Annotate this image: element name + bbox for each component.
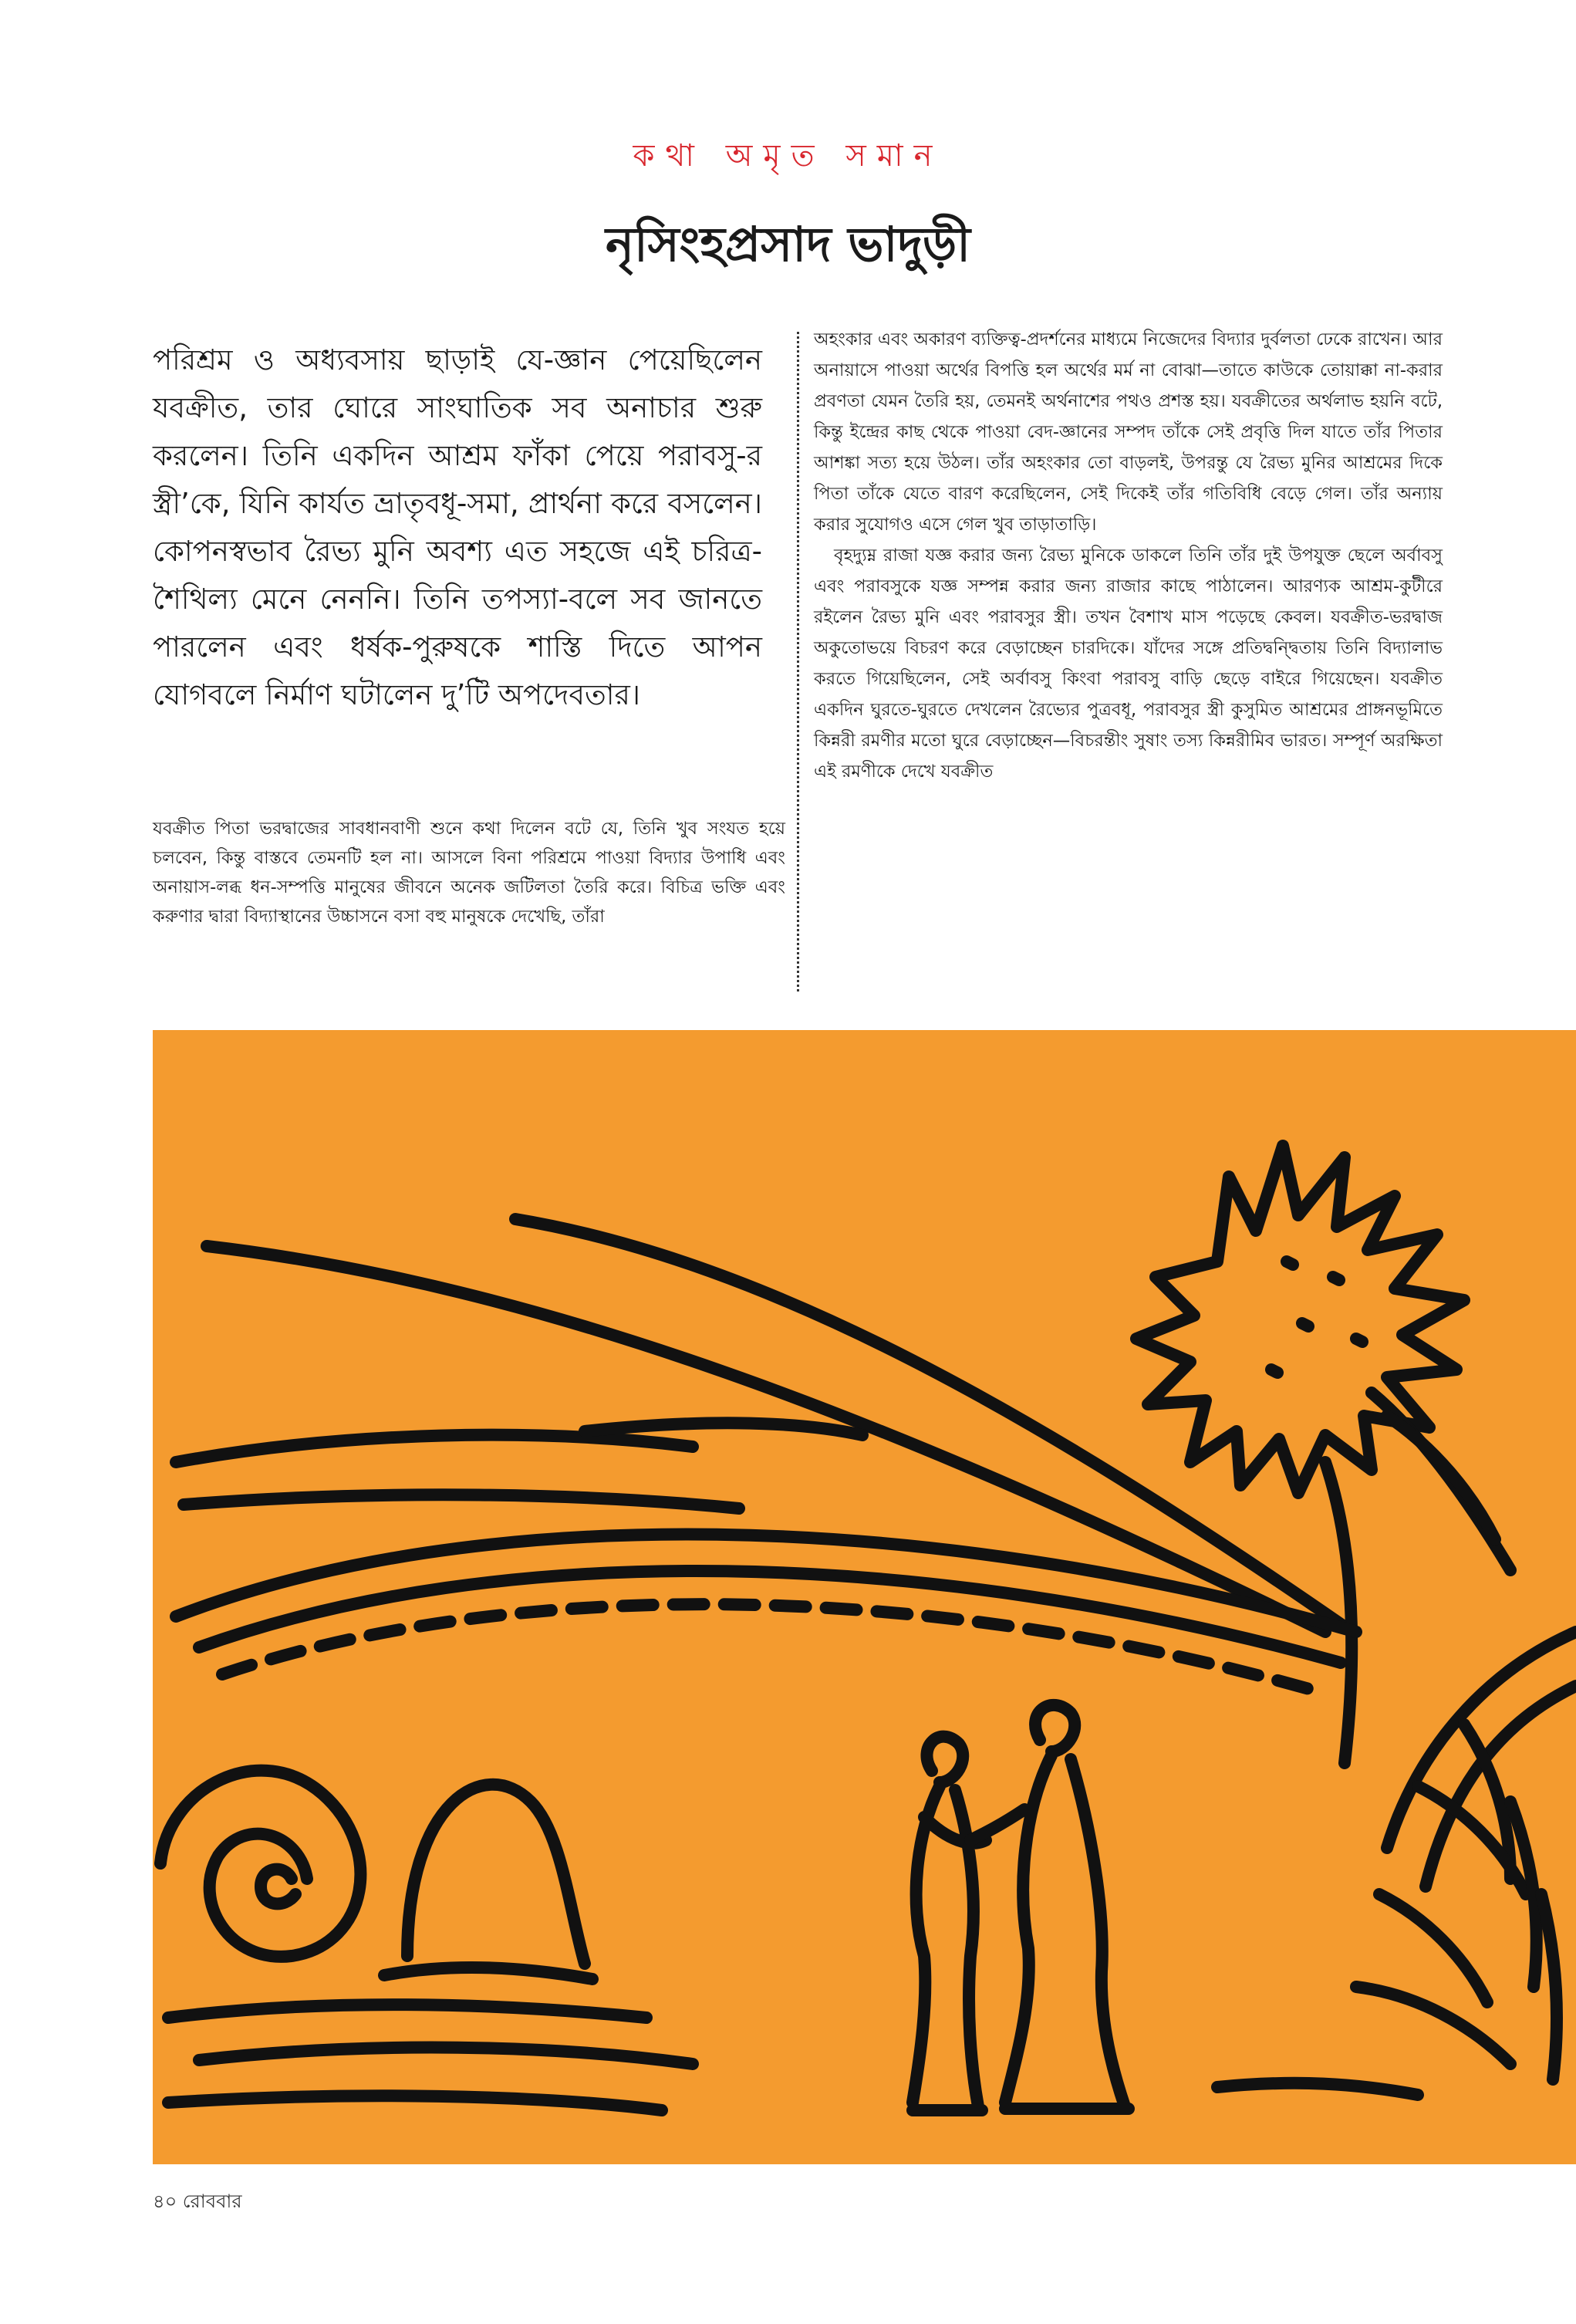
swirl-inner <box>261 1870 295 1904</box>
water-line <box>168 2005 646 2018</box>
swirl <box>160 1771 360 1957</box>
body-paragraph: অহংকার এবং অকারণ ব্যক্তিত্ব-প্রদর্শনের মাধ্যমে নিজেদের বিদ্যার দুর্বলতা ঢেকে রাখেন। আর অনায়াসে পাওয়া অর্থের বিপত্তি হল অর্থের মর্ম না বোঝা—তাতে কাউকে তোয়াক্কা না-করার প্রবণতা যেমন তৈরি হয়, তেমনই অর্থনাশের পথও প্রশস্ত হয়। যবক্রীতের অর্থলাভ হয়নি বটে, কিন্তু ইন্দ্রের কাছ থেকে পাওয়া বেদ-জ্ঞানের সম্পদ তাঁকে সেই প্রবৃত্তি দিল যাতে তাঁর পিতার আশঙ্কা সত্য হয়ে উঠল। তাঁর অহংকার তো বাড়লই, উপরন্তু যে রৈভ্য মুনির আশ্রমের দিকে পিতা তাঁকে যেতে বারণ করেছিলেন, সেই দিকেই তাঁর গতিবিধি বেড়ে গেল। তাঁর অন্যায় করার সুযোগও এসে গেল খুব তাড়াতাড়ি। <box>814 329 1443 535</box>
grass-line <box>1217 2083 1418 2095</box>
tree-branch <box>1387 1416 1495 1539</box>
illustration-drawing <box>153 1030 1576 2164</box>
foliage <box>1541 1894 1557 2079</box>
intro-paragraph: পরিশ্রম ও অধ্যবসায় ছাড়াই যে-জ্ঞান পেয়েছিলেন যবক্রীত, তার ঘোরে সাংঘাতিক সব অনাচার শুরু করলেন। তিনি একদিন আশ্রম ফাঁকা পেয়ে পরাবসু-র স্ত্রী’কে, যিনি কার্যত ভ্রাতৃবধূ-সমা, প্রার্থনা করে বসলেন। কোপনস্বভাব রৈভ্য মুনি অবশ্য এত সহজে এই চরিত্র-শৈথিল্য মেনে নেননি। তিনি তপস্যা-বলে সব জানতে পারলেন এবং ধর্ষক-পুরুষকে শাস্তি দিতে আপন যোগবলে নির্মাণ ঘটালেন দু’টি অপদেবতার। <box>153 343 762 711</box>
body-right-column <box>814 324 1443 787</box>
column-divider <box>797 332 799 991</box>
sun-dot <box>1271 1370 1277 1373</box>
horizon-line <box>176 1435 693 1462</box>
figure-right <box>970 1705 1129 2109</box>
body-left-column: যবক্রীত পিতা ভরদ্বাজের সাবধানবাণী শুনে কথা দিলেন বটে যে, তিনি খুব সংযত হয়ে চলবেন, কিন্তু বাস্তবে তেমনটি হল না। আসলে বিনা পরিশ্রমে পাওয়া বিদ্যার উপাধি এবং অনায়াস-লব্ধ ধন-সম্পত্তি মানুষের জীবনে অনেক জটিলতা তৈরি করে। বিচিত্র ভক্তি এবং করুণার দ্বারা বিদ্যাস্থানের উচ্চাসনে বসা বহু মানুষকে দেখেছি, তাঁরা <box>153 819 785 927</box>
water-line <box>168 2096 662 2110</box>
horizon-line <box>184 1495 739 1508</box>
sun-dot <box>1287 1262 1293 1265</box>
page-folio: ৪০ রোববার <box>153 2191 242 2212</box>
body-paragraph: বৃহদ্যুম্ন রাজা যজ্ঞ করার জন্য রৈভ্য মুনিকে ডাকলে তিনি তাঁর দুই উপযুক্ত ছেলে অর্বাবসু এবং পরাবসুকে যজ্ঞ সম্পন্ন করার জন্য রাজার কাছে পাঠালেন। আরণ্যক আশ্রম-কুটীরে রইলেন রৈভ্য মুনি এবং পরাবসুর স্ত্রী। তখন বৈশাখ মাস পড়েছে কেবল। যবক্রীত-ভরদ্বাজ অকুতোভয়ে বিচরণ করে বেড়াচ্ছেন চারদিকে। যাঁদের সঙ্গে প্রতিদ্বন্দ্বিতায় তিনি বিদ্যালাভ করতে গিয়েছিলেন, সেই অর্বাবসু কিংবা পরাবসু বাড়ি ছেড়ে বাইরে গিয়েছেন। যবক্রীত একদিন ঘুরতে-ঘুরতে দেখলেন রৈভ্যের পুত্রবধূ, পরাবসুর স্ত্রী কুসুমিত আশ্রমের প্রাঙ্গনভূমিতে কিন্নরী রমণীর মতো ঘুরে বেড়াচ্ছেন—বিচরন্তীং সুষাং তস্য কিন্নরীমিব ভারত। সম্পূর্ণ অরক্ষিতা এই রমণীকে দেখে যবক্রীত <box>814 546 1443 782</box>
sun-dot <box>1302 1323 1308 1326</box>
arch <box>407 1785 585 1964</box>
horizon-line <box>585 1423 862 1435</box>
sun-dot <box>1333 1277 1339 1280</box>
water-line <box>199 2048 693 2064</box>
figure-left <box>913 1737 986 2110</box>
author-name: নৃসিংহপ্রসাদ ভাদুড়ী <box>605 216 971 272</box>
sun-dot <box>1356 1339 1362 1342</box>
foliage <box>1379 1894 1487 2002</box>
foliage <box>1387 1632 1576 1848</box>
arch-base <box>384 1968 592 1979</box>
illustration <box>153 1030 1576 2164</box>
series-title: কথা অমৃত সমান <box>633 138 943 174</box>
